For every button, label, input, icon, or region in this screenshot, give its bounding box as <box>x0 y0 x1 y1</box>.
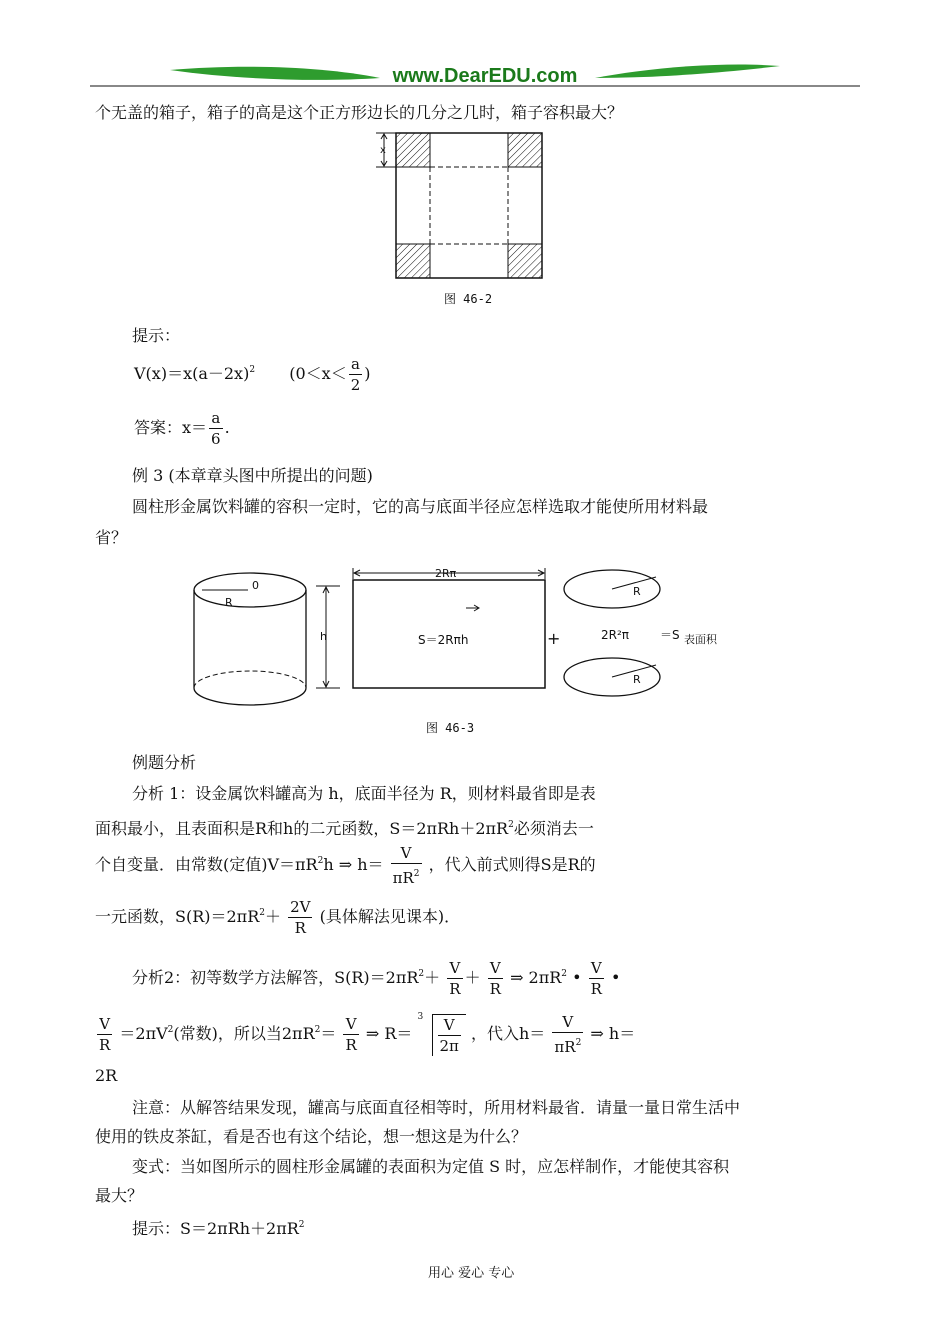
analysis-title: 例题分析 <box>132 753 197 772</box>
fig2-circle-area: 2R²π <box>601 628 630 642</box>
fig2-circle-R-top: R <box>633 585 641 598</box>
fig2-width-label: 2Rπ <box>435 567 457 580</box>
fig2-plus: + <box>547 629 561 648</box>
analysis1-line4: 一元函数，$S(R)=2\pi R^2+$ $\frac{2V}{R}$ (具体解法见课本)． <box>95 898 461 937</box>
analysis1-line3: 个自变量．由常数(定值)$V=\pi R^2h$ ⇒ h＝ $\frac{V}{\pi R^2}$ ，代入前式则得S是R的 <box>95 844 596 887</box>
intro-line: 个无盖的箱子，箱子的高是这个正方形边长的几分之几时，箱子容积最大？ <box>95 103 624 122</box>
cube-root: 3 $\frac{V}{2\pi}$ <box>418 1014 466 1056</box>
fig2-circle-R-bottom: R <box>633 673 641 686</box>
example3-text1: 圆柱形金属饮料罐的容积一定时，它的高与底面半径应怎样选取才能使所用材料最 <box>132 497 709 516</box>
hint1-label: 提示： <box>132 326 181 345</box>
fig2-area-label: S＝2Rπh <box>418 633 469 647</box>
fig2-equals-S: ＝S <box>660 628 680 642</box>
figure-46-2 <box>370 128 560 313</box>
fig2-top-O: 0 <box>252 579 259 592</box>
fig2-caption: 图 46-3 <box>425 721 475 735</box>
analysis2-line3: 2R <box>95 1066 118 1085</box>
hint2: 提示：$S=2\pi Rh+2\pi R^2$ <box>132 1219 305 1238</box>
example3-title: 例 3 (本章章头图中所提出的问题) <box>132 466 373 485</box>
hint1-formula: $V(x)=x(a-2x)^2$ (0＜x＜ $\frac{a}{2}$ ) <box>134 355 371 394</box>
fig1-x-label: x <box>380 145 386 156</box>
header-banner <box>90 58 860 90</box>
analysis1-line2: 面积最小，且表面积是R和h的二元函数，$S=2\pi Rh+2\pi R^2$必须消去一 <box>95 819 594 838</box>
fig2-h-label: h <box>320 630 327 643</box>
fig2-top-R: R <box>225 596 233 609</box>
example3-text2: 省？ <box>95 528 128 547</box>
note-line2: 使用的铁皮茶缸，看是否也有这个结论，想一想这是为什么？ <box>95 1127 528 1146</box>
variant-line2: 最大？ <box>95 1186 144 1205</box>
fig2-surface-sub: 表面积 <box>684 633 717 646</box>
logo-text: www.DearEDU.com <box>392 65 578 87</box>
analysis2-line2: $\frac{V}{R}$ $=2\pi V^2$(常数)，所以当$2\pi R^2=$ $\frac{V}{R}$ ⇒ R＝ 3 $\frac{V}{2\pi}$ ，代入h＝ $\frac{V}{\pi R^2}$ ⇒ h＝ <box>99 1011 636 1056</box>
analysis1-line1: 分析 1：设金属饮料罐高为 h，底面半径为 R，则材料最省即是表 <box>132 784 596 803</box>
answer1: 答案：x＝ $\frac{a}{6}$ . <box>134 409 230 448</box>
footer: 用心 爱心 专心 <box>428 1266 515 1281</box>
variant-line1: 变式：当如图所示的圆柱形金属罐的表面积为定值 S 时，应怎样制作，才能使其容积 <box>132 1157 730 1176</box>
analysis2-line1: 分析2：初等数学方法解答，$S(R)=2\pi R^2+$ $\frac{V}{R}$ ＋ $\frac{V}{R}$ ⇒ $2\pi R^2$ • $\frac{V}{R}$ • <box>132 959 621 998</box>
figure-46-3 <box>180 560 760 745</box>
note-line1: 注意：从解答结果发现，罐高与底面直径相等时，所用材料最省．请量一量日常生活中 <box>132 1098 741 1117</box>
fig1-caption: 图 46-2 <box>443 292 493 306</box>
